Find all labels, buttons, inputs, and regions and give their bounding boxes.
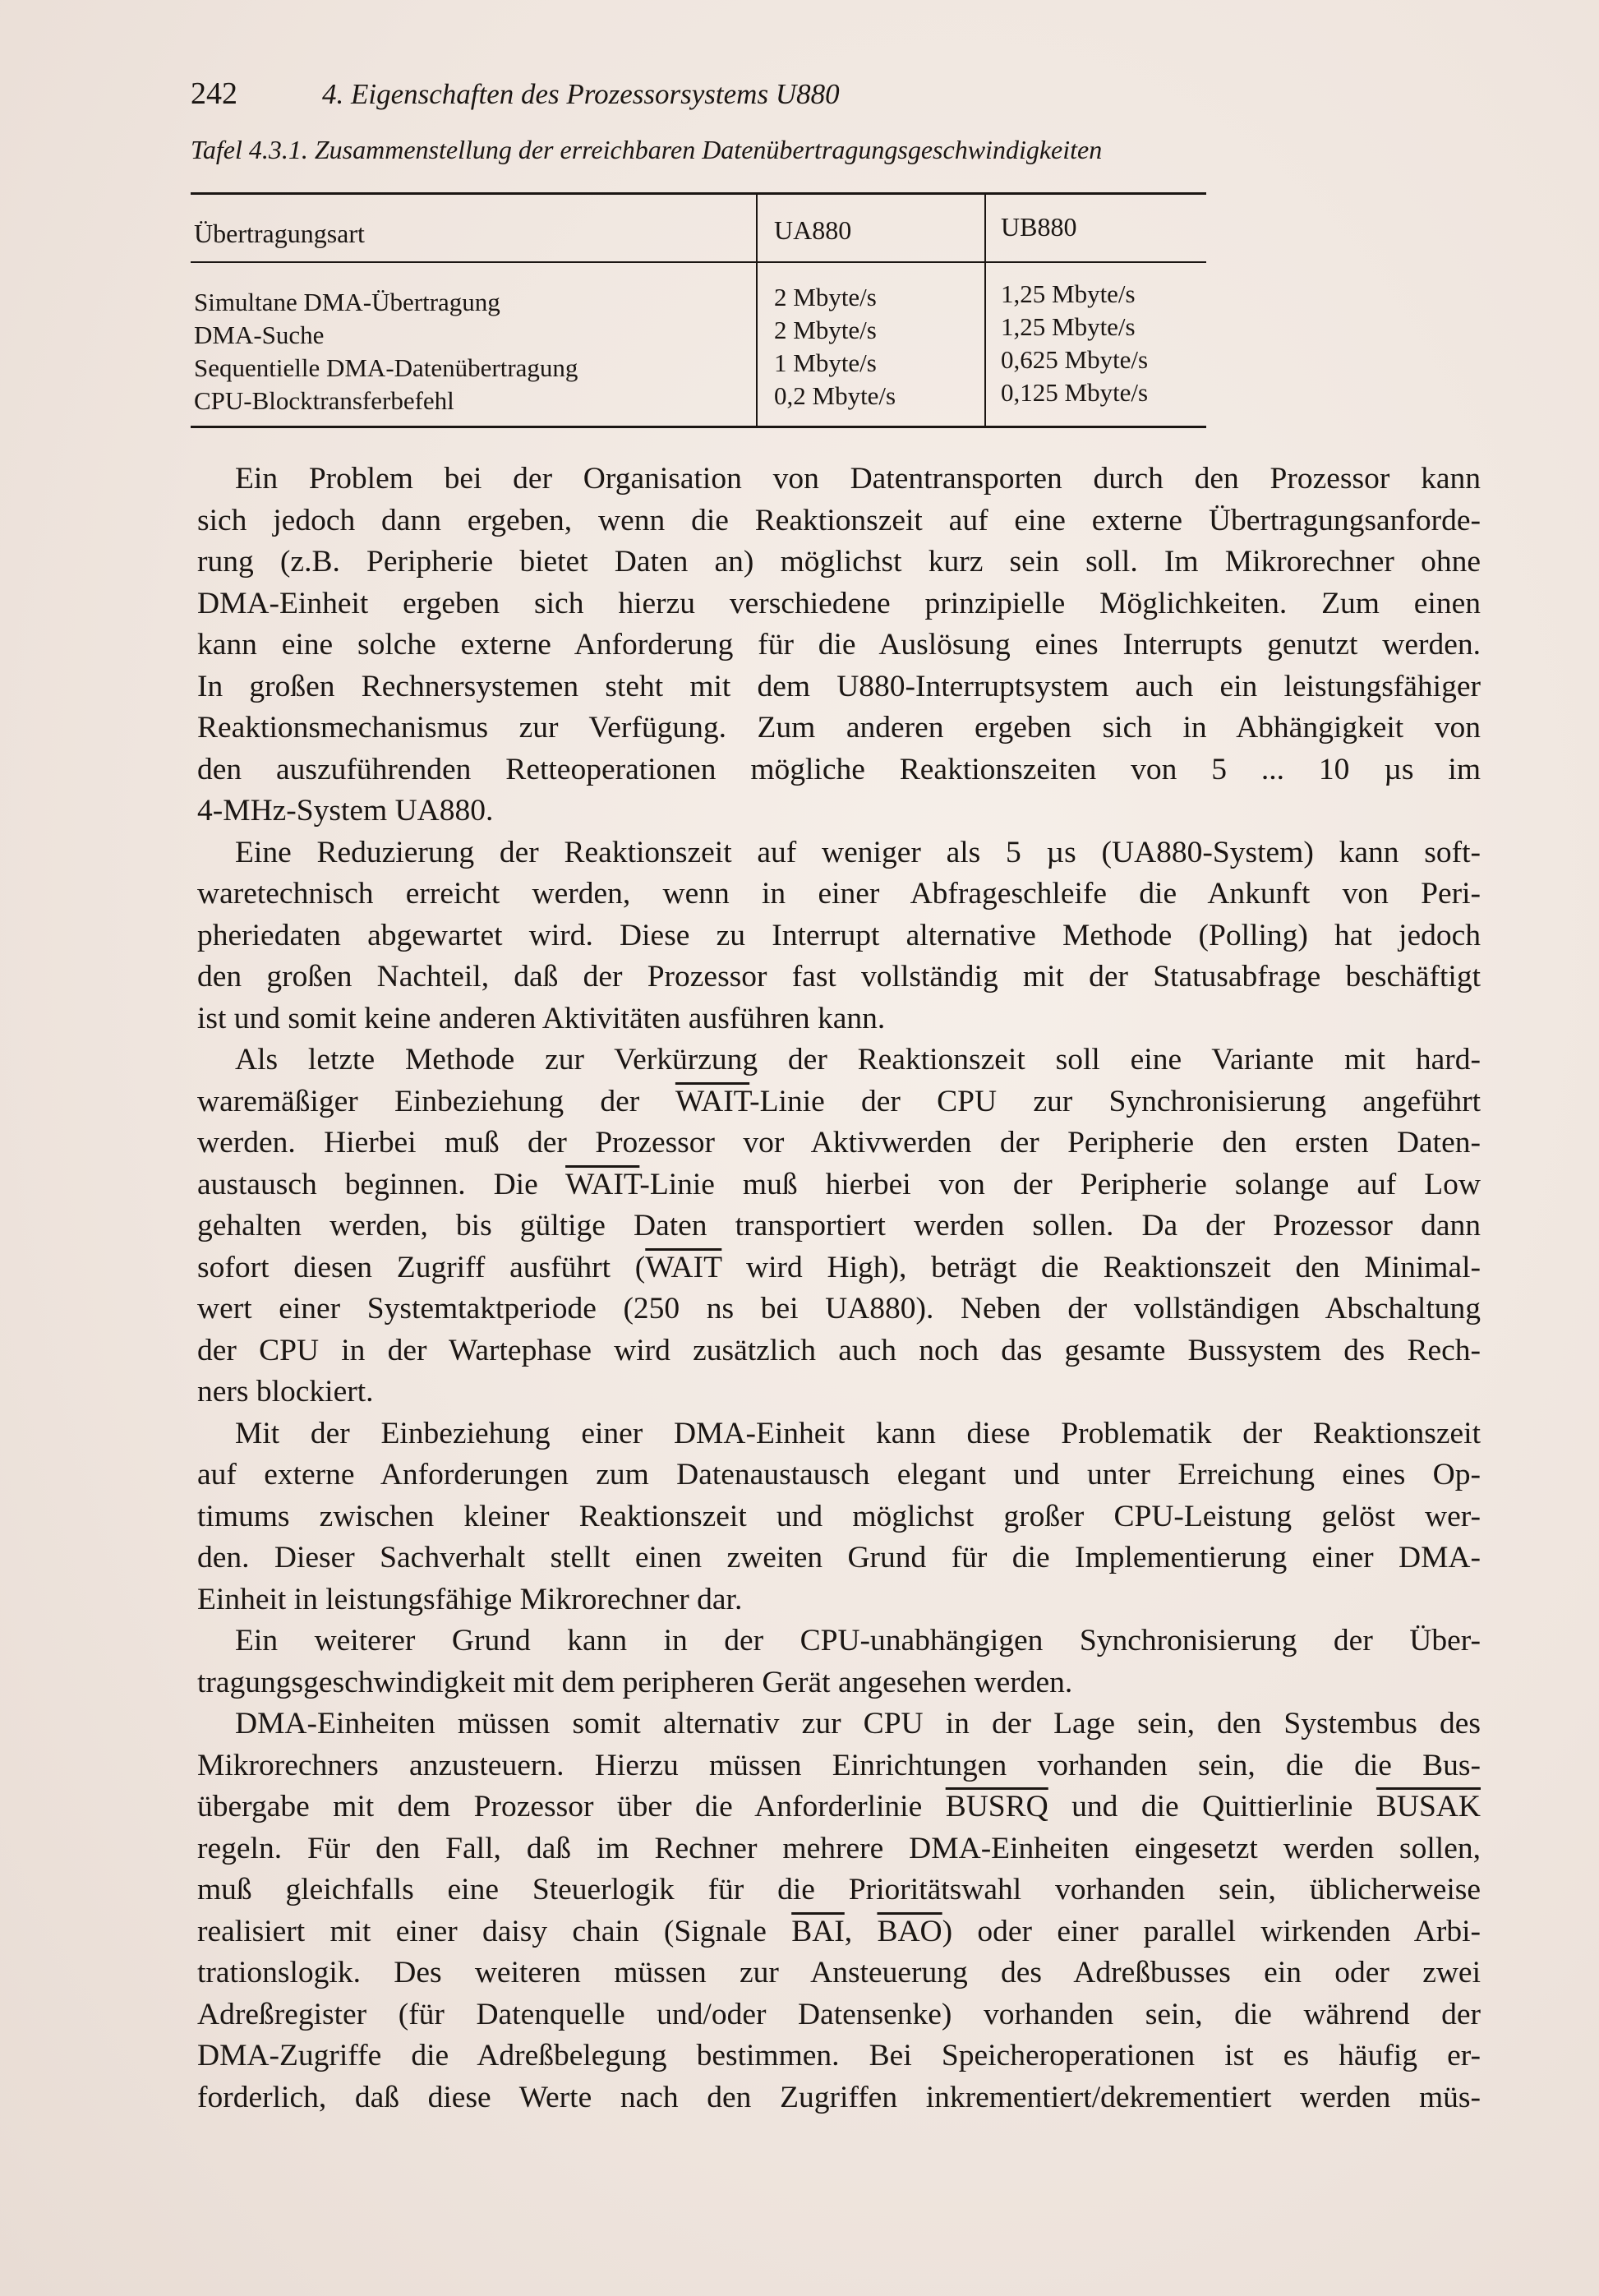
overlined-signal: BUSRQ: [945, 1790, 1048, 1823]
column-header-ub880: UB880: [1001, 212, 1077, 242]
table-cell: 0,2 Mbyte/s: [774, 381, 896, 410]
table-header-rule: [191, 261, 1206, 263]
text-line: 4-MHz-System UA880.: [197, 794, 494, 828]
table-cell: 0,625 Mbyte/s: [1001, 345, 1149, 374]
text-line: Ein Problem bei der Organisation von Datentransporten durch den Prozessor kann: [235, 462, 1481, 496]
text-line: austausch beginnen. Die WAIT-Linie muß hierbei von der Peripherie solange auf Low: [197, 1167, 1481, 1201]
page-header: [191, 76, 1505, 112]
text-line: werden. Hierbei muß der Prozessor vor Aktivwerden der Peripherie den ersten Daten-: [197, 1126, 1481, 1160]
text-line: waremäßiger Einbeziehung der WAIT-Linie der CPU zur Synchronisierung angeführt: [197, 1084, 1481, 1118]
text-line: waretechnisch erreicht werden, wenn in einer Abfrageschleife die Ankunft von Peri-: [197, 877, 1481, 911]
text-line: Als letzte Methode zur Verkürzung der Reaktionszeit soll eine Variante mit hard-: [235, 1043, 1481, 1077]
text-line: sofort diesen Zugriff ausführt (WAIT wird High), beträgt die Reaktionszeit den Minimal-: [197, 1250, 1481, 1284]
text-line: kann eine solche externe Anforderung für die Auslösung eines Interrupts genutzt werden.: [197, 628, 1481, 662]
text-line: übergabe mit dem Prozessor über die Anforderlinie BUSRQ und die Quittierlinie BUSAK: [197, 1790, 1481, 1823]
text-line: trationslogik. Des weiteren müssen zur Ansteuerung des Adreßbusses ein oder zwei: [197, 1956, 1481, 1989]
table-cell: 2 Mbyte/s: [774, 316, 877, 344]
text-line: sich jedoch dann ergeben, wenn die Reaktionszeit auf eine externe Übertragungsanforde-: [197, 503, 1481, 537]
text-line: timums zwischen kleiner Reaktionszeit und möglichst großer CPU-Leistung gelöst wer-: [197, 1499, 1481, 1533]
text-line: den großen Nachteil, daß der Prozessor fast vollständig mit der Statusabfrage beschäftigt: [197, 960, 1481, 994]
text-line: tragungsgeschwindigkeit mit dem peripheren Gerät angesehen werden.: [197, 1665, 1073, 1699]
text-line: wert einer Systemtaktperiode (250 ns bei UA880). Neben der vollständigen Abschaltung: [197, 1292, 1481, 1326]
data-table: [191, 186, 1206, 432]
overlined-signal: WAIT: [675, 1084, 750, 1118]
body-text: [197, 459, 1481, 2118]
table-column-transfer-type: [194, 286, 578, 417]
table-bottom-rule: [191, 426, 1206, 428]
table-caption: Tafel 4.3.1. Zusammenstellung der erreichbaren Datenübertragungsgeschwindigkeiten: [191, 135, 1103, 164]
text-line: auf externe Anforderungen zum Datenaustausch elegant und unter Erreichung eines Op-: [197, 1458, 1481, 1491]
text-line: gehalten werden, bis gültige Daten transportiert werden sollen. Da der Prozessor dann: [197, 1209, 1481, 1243]
overlined-signal: BUSAK: [1376, 1790, 1481, 1823]
column-header-transfer-type: Übertragungsart: [194, 219, 365, 248]
text-line: Reaktionsmechanismus zur Verfügung. Zum anderen ergeben sich in Abhängigkeit von: [197, 711, 1481, 745]
text-line: den. Dieser Sachverhalt stellt einen zweiten Grund für die Implementierung einer DMA-: [197, 1541, 1481, 1574]
table-cell: DMA-Suche: [194, 320, 325, 349]
text-line: Mikrorechners anzusteuern. Hierzu müssen Einrichtungen vorhanden sein, die die Bus-: [197, 1748, 1481, 1782]
table-cell: 1 Mbyte/s: [774, 348, 877, 377]
text-line: ners blockiert.: [197, 1375, 374, 1408]
text-line: DMA-Zugriffe die Adreßbelegung bestimmen. Bei Speicheroperationen ist es häufig er-: [197, 2039, 1481, 2072]
overlined-signal: WAIT: [645, 1250, 722, 1284]
table-top-rule: [191, 192, 1206, 195]
text-line: den auszuführenden Retteoperationen mögliche Reaktionszeiten von 5 ... 10 µs im: [197, 752, 1481, 786]
text-line: forderlich, daß diese Werte nach den Zugriffen inkrementiert/dekrementiert werden müs-: [197, 2080, 1481, 2114]
table-cell: 2 Mbyte/s: [774, 283, 877, 311]
text-line: realisiert mit einer daisy chain (Signale $\overline{BAI}$, $\overline{BAO}$) oder einer parallel wirkenden Arbi-: [197, 1914, 1481, 1948]
overlined-signal: $\overline{BAO}$: [877, 1914, 942, 1948]
table-cell: Simultane DMA-Übertragung: [194, 288, 500, 316]
column-header-ua880: UA880: [774, 215, 852, 245]
text-line: regeln. Für den Fall, daß im Rechner mehrere DMA-Einheiten eingesetzt werden sollen,: [197, 1831, 1481, 1865]
text-line: ist und somit keine anderen Aktivitäten ausführen kann.: [197, 1001, 886, 1035]
text-line: Adreßregister (für Datenquelle und/oder Datensenke) vorhanden sein, die während der: [197, 1997, 1481, 2031]
text-line: der CPU in der Wartephase wird zusätzlich auch noch das gesamte Bussystem des Rech-: [197, 1333, 1481, 1367]
page-number: 242: [191, 76, 237, 111]
text-line: Ein weiterer Grund kann in der CPU-unabhängigen Synchronisierung der Über-: [235, 1624, 1481, 1657]
text-line: pheriedaten abgewartet wird. Diese zu Interrupt alternative Methode (Polling) hat jedoch: [197, 918, 1481, 952]
overlined-signal: $\overline{BAI}$: [791, 1914, 845, 1948]
text-line: rung (z.B. Peripherie bietet Daten an) möglichst kurz sein soll. Im Mikrorechner ohne: [197, 545, 1481, 579]
overlined-signal: WAIT: [565, 1167, 640, 1201]
table-cell: Sequentielle DMA-Datenübertragung: [194, 353, 578, 382]
table-cell: CPU-Blocktransferbefehl: [194, 386, 454, 415]
text-line: Einheit in leistungsfähige Mikrorechner dar.: [197, 1582, 743, 1616]
table-cell: 0,125 Mbyte/s: [1001, 378, 1149, 407]
text-line: Eine Reduzierung der Reaktionszeit auf weniger als 5 µs (UA880-System) kann soft-: [235, 835, 1481, 869]
running-title: 4. Eigenschaften des Prozessorsystems U880: [322, 78, 840, 110]
text-line: Mit der Einbeziehung einer DMA-Einheit kann diese Problematik der Reaktionszeit: [235, 1416, 1481, 1450]
text-line: muß gleichfalls eine Steuerlogik für die Prioritätswahl vorhanden sein, üblicherweise: [197, 1873, 1481, 1906]
table-cell: 1,25 Mbyte/s: [1001, 312, 1136, 341]
table-cell: 1,25 Mbyte/s: [1001, 279, 1136, 308]
table-column-ub880: [1001, 278, 1148, 409]
table-column-divider: [756, 194, 758, 426]
text-line: DMA-Einheiten müssen somit alternativ zur CPU in der Lage sein, den Systembus des: [235, 1707, 1481, 1740]
text-line: In großen Rechnersystemen steht mit dem U880-Interruptsystem auch ein leistungsfähiger: [197, 669, 1481, 703]
table-column-ua880: [774, 281, 896, 413]
text-line: DMA-Einheit ergeben sich hierzu verschiedene prinzipielle Möglichkeiten. Zum einen: [197, 586, 1481, 620]
table-column-divider: [984, 194, 986, 426]
